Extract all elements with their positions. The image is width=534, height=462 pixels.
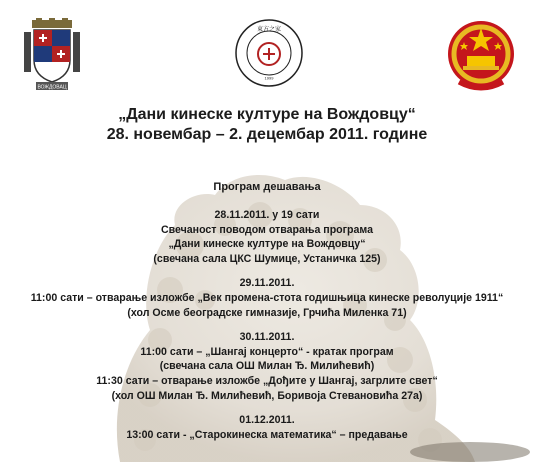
program-line: Свечаност поводом отварања програма <box>160 223 374 236</box>
coat-of-arms-logo <box>22 18 82 94</box>
event-title-line-1: „Дани кинеске културе на Вождовцу“ <box>118 106 416 123</box>
program-line: 13:00 сати - „Старокинеска математика“ – предавање <box>126 428 408 441</box>
program-day-date: 01.12.2011. <box>239 414 295 427</box>
program-heading: Програм дешавања <box>213 181 321 193</box>
program-line: (хол Осме београдске гимназије, Грчића Миленка 71) <box>127 306 407 319</box>
svg-text:1999: 1999 <box>264 75 274 81</box>
program-line: „Дани кинеске културе на Вождовцу“ <box>168 238 366 251</box>
program-day-date: 30.11.2011. <box>239 331 295 344</box>
program-schedule <box>0 180 534 442</box>
svg-text:ВОЖДОВАЦ: ВОЖДОВАЦ <box>37 84 67 91</box>
program-day-date: 29.11.2011. <box>239 277 295 290</box>
program-line: (свечана сала ЦКС Шумице, Устаничка 125) <box>153 252 381 265</box>
program-line: (свечана сала ОШ Милан Ђ. Милићевић) <box>159 360 375 373</box>
event-dates: 28. новембар – 2. децембар 2011. године <box>106 126 428 143</box>
program-line: 11:30 сати – отварање изложбе „Дођите у Шангај, загрлите свет“ <box>96 374 438 387</box>
far-east-seal-logo <box>234 18 304 88</box>
china-emblem-logo <box>445 18 517 94</box>
svg-text:東方之家: 東方之家 <box>256 27 282 33</box>
program-day-date: 28.11.2011. у 19 сати <box>214 209 320 221</box>
event-title <box>0 105 534 145</box>
program-line: (хол ОШ Милан Ђ. Милићевић, Боривоја Стевановића 27а) <box>111 389 423 402</box>
program-line: 11:00 сати – „Шангај концерто“ - кратак програм <box>140 345 394 358</box>
program-line: 11:00 сати – отварање изложбе „Век промена-стота годишњица кинеске револуције 1911“ <box>30 291 504 304</box>
